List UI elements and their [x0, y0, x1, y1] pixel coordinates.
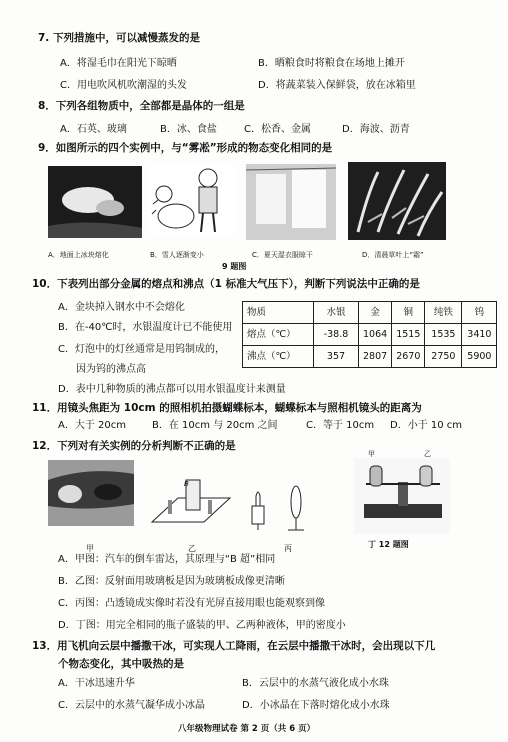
q10-stem: 10．下表列出部分金属的熔点和沸点（1 标准大气压下），判断下列说法中正确的是	[32, 278, 420, 290]
q7-option-c: C．用电吹风机吹潮湿的头发	[60, 80, 187, 91]
table-row-melting	[243, 324, 497, 346]
car-bumper-image	[48, 460, 134, 526]
metal-properties-table	[242, 301, 497, 368]
table-cell: 1535	[425, 324, 462, 346]
q13-option-a: A．干冰迅速升华	[58, 678, 135, 689]
q13-option-b: B．云层中的水蒸气液化成小水珠	[242, 678, 389, 689]
q10-option-d: D．表中几种物质的沸点都可以用水银温度计来测量	[58, 384, 286, 395]
table-cell: 2750	[425, 346, 462, 368]
table-cell: 357	[314, 346, 359, 368]
q9-caption-d: D．清晨草叶上“霜”	[362, 251, 424, 259]
q10-option-c: C．灯泡中的灯丝通常是用钨制成的，	[58, 344, 225, 355]
bottle-label-jia: 甲	[368, 450, 375, 458]
q11-option-b: B．在 10cm 与 20cm 之间	[152, 420, 278, 431]
q10-option-a: A．金块掉入钢水中不会熔化	[58, 302, 185, 313]
reversing-radar-photo	[48, 460, 134, 526]
table-cell: 物质	[243, 302, 314, 324]
q7-option-a: A．将湿毛巾在阳光下晾晒	[60, 58, 177, 69]
mirror-experiment-drawing	[148, 474, 234, 534]
q8-option-c: C．松香、金属	[244, 124, 311, 135]
balance-scale-image	[354, 458, 450, 534]
table-header-row	[243, 302, 497, 324]
table-cell: -38.8	[314, 324, 359, 346]
snowman-drawing	[148, 164, 234, 236]
q9-stem: 9．如图所示的四个实例中，与“雾凇”形成的物态变化相同的是	[38, 142, 333, 154]
q8-stem: 8．下列各组物质中，全部都是晶体的一组是	[38, 100, 245, 112]
q12-label-yi: 乙	[188, 544, 196, 553]
page-footer: 八年级物理试卷 第 2 页（共 6 页）	[178, 724, 316, 734]
mirror-label-b: B	[184, 480, 189, 488]
convex-lens-image	[244, 478, 328, 534]
q10-option-c-continued: 因为钨的沸点高	[76, 364, 146, 375]
q9-caption-b: B．雪人逐渐变小	[150, 251, 204, 259]
q8-option-a: A．石英、玻璃	[60, 124, 127, 135]
q8-option-d: D．海波、沥青	[342, 124, 410, 135]
table-cell: 2670	[392, 346, 425, 368]
table-cell: 2807	[359, 346, 392, 368]
q12-label-bing: 丙	[284, 544, 292, 553]
table-cell: 熔点（℃）	[243, 324, 314, 346]
table-cell: 铜	[392, 302, 425, 324]
q13-stem-continued: 个物态变化，其中吸热的是	[58, 658, 184, 670]
q8-option-b: B．冰、食盐	[160, 124, 217, 135]
ice-block-image	[48, 166, 142, 238]
table-cell: 3410	[462, 324, 497, 346]
q7-stem: 7. 下列措施中，可以减慢蒸发的是	[38, 32, 200, 44]
q11-option-d: D．小于 10 cm	[390, 420, 463, 431]
bottle-label-yi: 乙	[424, 450, 431, 458]
table-cell: 1064	[359, 324, 392, 346]
q13-option-d: D．小冰晶在下落时熔化成小水珠	[242, 700, 390, 711]
table-cell: 1515	[392, 324, 425, 346]
q12-option-c: C．丙图：凸透镜成实像时若没有光屏直接用眼也能观察到像	[58, 598, 325, 609]
frost-leaves-photo	[348, 162, 446, 240]
q13-stem: 13．用飞机向云层中播撒干冰，可实现人工降雨，在云层中播撒干冰时，会出现以下几	[32, 640, 436, 652]
q11-stem: 11．用镜头焦距为 10cm 的照相机拍摄蝴蝶标本，蝴蝶标本与照相机镜头的距离为	[32, 402, 422, 414]
table-cell: 金	[359, 302, 392, 324]
q9-figure-label: 9 题图	[222, 262, 247, 271]
q9-caption-c: C．夏天湿衣服晾干	[252, 251, 313, 259]
q12-label-jia: 甲	[86, 544, 94, 553]
q12-option-a: A．甲图：汽车的倒车雷达，其原理与“B 超”相同	[58, 554, 276, 565]
frosted-grass-image	[348, 162, 446, 240]
balance-experiment-drawing	[354, 450, 450, 534]
plane-mirror-image	[148, 474, 234, 534]
q13-option-c: C．云层中的水蒸气凝华成小冰晶	[58, 700, 205, 711]
q11-option-c: C．等于 10cm	[306, 420, 375, 431]
hanging-clothes-image	[246, 164, 336, 240]
table-cell: 沸点（℃）	[243, 346, 314, 368]
q11-option-a: A．大于 20cm	[58, 420, 126, 431]
q9-caption-a: A．地面上冰块熔化	[48, 251, 109, 259]
table-cell: 水银	[314, 302, 359, 324]
q7-option-b: B．晒粮食时将粮食在场地上摊开	[258, 58, 405, 69]
q12-option-b: B．乙图：反射面用玻璃板是因为玻璃板成像更清晰	[58, 576, 285, 587]
table-cell: 5900	[462, 346, 497, 368]
lens-experiment-drawing	[244, 478, 328, 534]
snowman-image	[148, 164, 234, 236]
melting-ice-photo	[48, 166, 142, 238]
table-cell: 钨	[462, 302, 497, 324]
q10-option-b: B．在-40℃时，水银温度计已不能使用	[58, 322, 233, 333]
table-cell: 纯铁	[425, 302, 462, 324]
q12-label-ding: 丁 12 题图	[368, 540, 409, 549]
table-row-boiling	[243, 346, 497, 368]
q12-option-d: D．丁图：用完全相同的瓶子盛装的甲、乙两种液体，甲的密度小	[58, 620, 346, 631]
q7-option-d: D．将蔬菜装入保鲜袋，放在冰箱里	[258, 80, 416, 91]
q12-stem: 12．下列对有关实例的分析判断不正确的是	[32, 440, 236, 452]
laundry-photo	[246, 164, 336, 240]
